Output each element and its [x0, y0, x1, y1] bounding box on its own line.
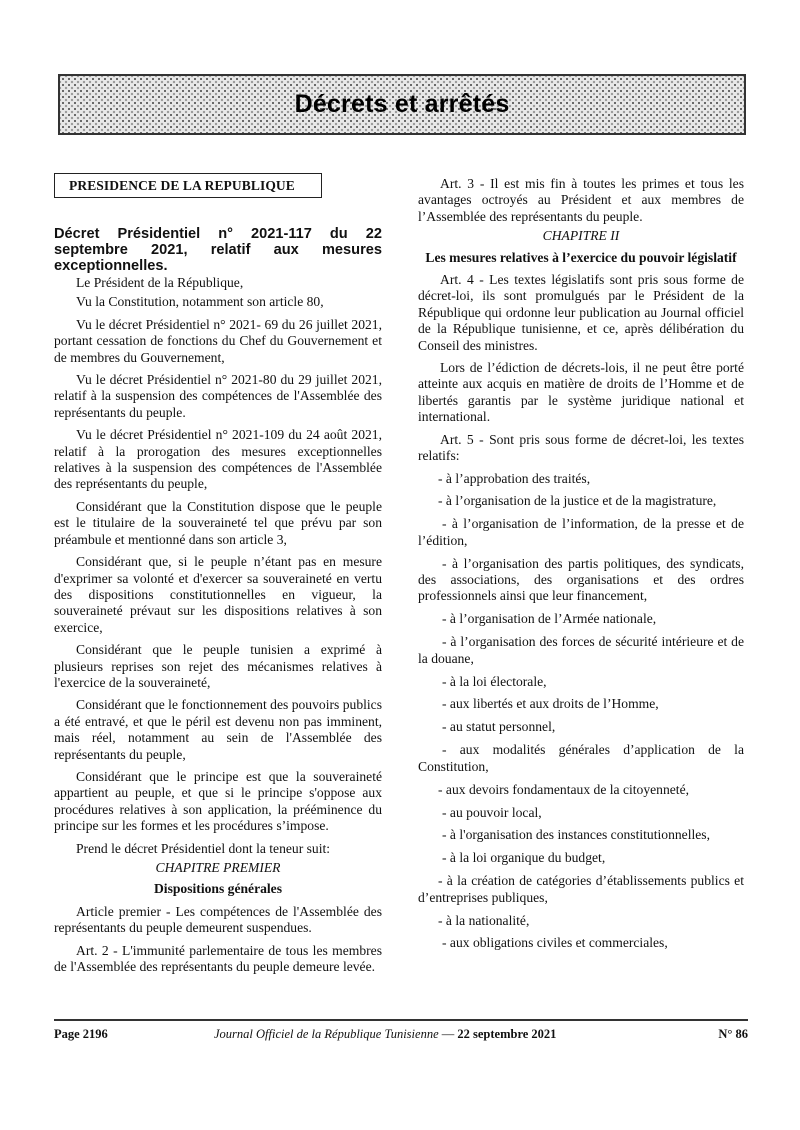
right-column: [418, 176, 744, 958]
list-item: - à la loi électorale,: [442, 673, 547, 689]
list-item: - à la loi organique du budget,: [442, 850, 606, 866]
decree-title: Décret Présidentiel n° 2021-117 du 22 septembre 2021, relatif aux mesures exceptionnelles.: [54, 226, 382, 274]
page-number: Page 2196: [54, 1027, 108, 1041]
left-column: [54, 275, 382, 981]
preamble-paragraph: Considérant que le principe est que la souveraineté appartient au peuple, et que si le principe s'oppose aux procédures relatives à son application, la prééminence du principe sur les formes et les procédures s’impose.: [54, 768, 382, 834]
list-item: - à l'organisation des instances constitutionnelles,: [442, 827, 710, 843]
preamble-paragraph: Vu le décret Présidentiel n° 2021-109 du 24 août 2021, relatif à la prorogation des mesures exceptionnelles relatives à la suspension des compétences de l'Assemblée des représentants du peuple,: [54, 427, 382, 492]
issue-number: N° 86: [718, 1027, 748, 1041]
list-item: - aux devoirs fondamentaux de la citoyenneté,: [438, 781, 690, 797]
preamble-paragraph: Considérant que le fonctionnement des pouvoirs publics a été entravé, et que le péril est devenu non pas imminent, mais réel, notamment au sein de l'Assemblée des représentants du peuple,: [54, 697, 382, 762]
preamble-paragraph: Vu le décret Présidentiel n° 2021- 69 du 26 juillet 2021, portant cessation de fonctions du Chef du Gouvernement et de membres du Gouvernement,: [54, 316, 382, 365]
chapter-title: Dispositions générales: [153, 881, 282, 897]
preamble-paragraph: Le Président de la République,: [76, 275, 244, 290]
list-item: - au statut personnel,: [442, 719, 556, 735]
article-paragraph: Art. 3 - Il est mis fin à toutes les primes et tous les avantages octroyés au Président et aux membres de l’Assemblée des représentants du peuple.: [418, 176, 744, 224]
preamble-paragraph: Considérant que le peuple tunisien a exprimé à plusieurs reprises son rejet des mécanismes relatives à l'exercice de la souveraineté,: [54, 642, 382, 690]
list-item: - au pouvoir local,: [442, 804, 542, 820]
journal-reference: [214, 1027, 556, 1042]
article-paragraph: Art. 2 - L'immunité parlementaire de tous les membres de l'Assemblée des représentants du peuple demeure levée.: [54, 942, 382, 975]
list-item: - à l’organisation de l’information, de la presse et de l’édition,: [418, 516, 744, 548]
article-paragraph: Art. 4 - Les textes législatifs sont pris sous forme de décret-loi, ils sont promulgués par le Président de la République qui ordonne leur publication au Journal officiel de la République tunisienne, et ce, après délibération du Conseil des ministres.: [418, 272, 744, 353]
article-list: [418, 471, 744, 952]
journal-separator: —: [438, 1027, 458, 1041]
article-paragraph: Art. 5 - Sont pris sous forme de décret-loi, les textes relatifs:: [418, 431, 744, 464]
list-item: - à l’approbation des traités,: [438, 470, 591, 486]
list-item: - aux libertés et aux droits de l’Homme,: [442, 696, 659, 712]
preamble-paragraph: Considérant que, si le peuple n’étant pas en mesure d'exprimer sa volonté et d'exercer sa souveraineté en vertu des dispositions constitutionnelles en vigueur, la souveraineté prévaut sur les dispositions relatives à son exercice,: [54, 554, 382, 635]
list-item: - à la nationalité,: [438, 912, 530, 928]
list-item: - à l’organisation de l’Armée nationale,: [442, 611, 657, 627]
footer-divider: [54, 1019, 748, 1021]
issuing-authority-label: PRESIDENCE DE LA REPUBLIQUE: [54, 173, 322, 198]
page-footer: [54, 1027, 748, 1045]
list-item: - aux obligations civiles et commerciales,: [442, 935, 668, 951]
list-item: - à l’organisation des forces de sécurité intérieure et de la douane,: [418, 634, 744, 666]
article-paragraph: Lors de l’édiction de décrets-lois, il ne peut être porté atteinte aux acquis en matière de droits de l’Homme et de libertés garantis par le système juridique national et international.: [418, 360, 744, 425]
section-header-banner: [58, 74, 746, 135]
preamble-paragraph: Vu la Constitution, notamment son article 80,: [76, 294, 324, 310]
page-title: Décrets et arrêtés: [294, 90, 510, 118]
journal-date: 22 septembre 2021: [457, 1027, 557, 1041]
chapter-title: Les mesures relatives à l’exercice du pouvoir législatif: [425, 249, 737, 265]
chapter-label: CHAPITRE PREMIER: [155, 860, 281, 875]
article-paragraph: Article premier - Les compétences de l'Assemblée des représentants du peuple demeurent suspendues.: [54, 903, 382, 936]
preamble-paragraph: Considérant que la Constitution dispose que le peuple est le titulaire de la souveraineté tel que prévu par son préambule et mentionné dans son article 3,: [54, 498, 382, 547]
list-item: - à l’organisation des partis politiques, des syndicats, des associations, des organisations et des ordres professionnels ainsi que leur financement,: [418, 555, 744, 604]
chapter-label: CHAPITRE II: [542, 228, 620, 244]
list-item: - à l’organisation de la justice et de la magistrature,: [438, 493, 717, 509]
list-item: - à la création de catégories d’établissements publics et d’entreprises publiques,: [418, 873, 744, 905]
preamble-paragraph: Vu le décret Présidentiel n° 2021-80 du 29 juillet 2021, relatif à la suspension des compétences de l'Assemblée des représentants du peuple.: [54, 372, 382, 420]
list-item: - aux modalités générales d’application de la Constitution,: [418, 742, 744, 774]
enacting-clause: Prend le décret Présidentiel dont la teneur suit:: [76, 840, 331, 856]
journal-title: Journal Officiel de la République Tunisienne: [214, 1027, 439, 1041]
